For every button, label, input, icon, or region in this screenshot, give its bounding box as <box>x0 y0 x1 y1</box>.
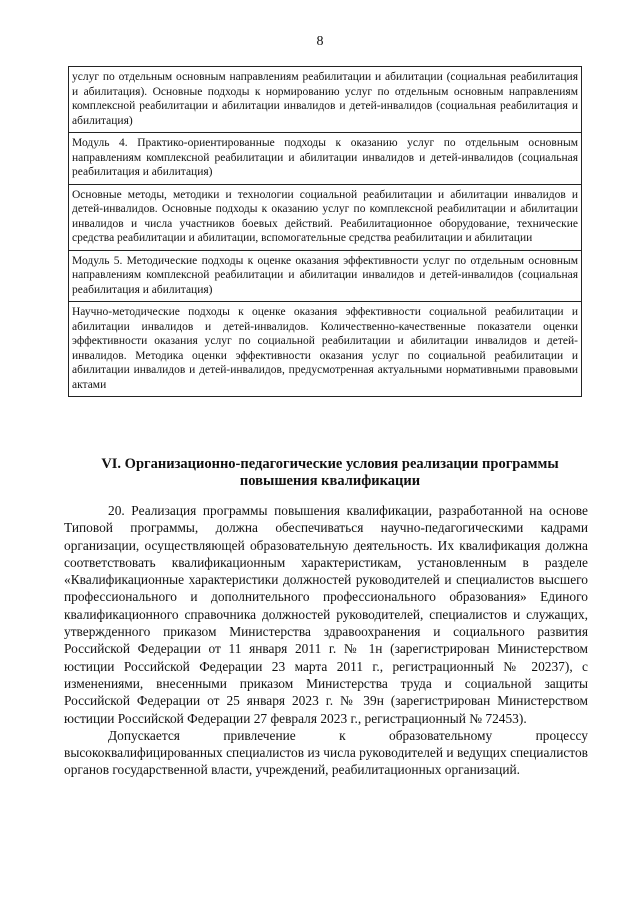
page-number: 8 <box>316 34 324 49</box>
table-row <box>69 133 582 185</box>
table-cell: Модуль 4. Практико-ориентированные подходы к оказанию услуг по отдельным основным направлениям комплексной реабилитации и абилитации инвалидов и детей-инвалидов (социальная реабилитация и абилитация) <box>69 133 582 185</box>
body-text <box>64 502 588 779</box>
table-row <box>69 302 582 397</box>
section-heading <box>90 456 570 490</box>
section-heading-line: VI. Организационно-педагогические условия реализации программы <box>101 456 559 472</box>
section-heading-line: повышения квалификации <box>239 473 421 489</box>
table-cell: услуг по отдельным основным направлениям реабилитации и абилитации (социальная реабилитация и абилитация). Основные подходы к нормированию услуг по отдельным основным направлениям комплексной реабилитации и абилитации инвалидов и детей-инвалидов (социальная реабилитация и абилитация) <box>69 67 582 133</box>
program-content-table <box>68 66 582 397</box>
paragraph: 20. Реализация программы повышения квалификации, разработанной на основе Типовой программы, должна обеспечиваться научно-педагогическими кадрами организации, осуществляющей образовательную деятельность. Их квалификация должна соответствовать квалификационным характеристикам, установленным в разделе «Квалификационные характеристики должностей руководителей и специалистов высшего профессионального и дополнительного профессионального образования» Единого квалификационного справочника должностей руководителей, специалистов и служащих, утвержденного приказом Министерства здравоохранения и социального развития Российской Федерации от 11 января 2011 г. № 1н (зарегистрирован Министерством юстиции Российской Федерации 23 марта 2011 г., регистрационный № 20237), с изменениями, внесенными приказом Министерства труда и социальной защиты Российской Федерации от 25 января 2023 г. № 39н (зарегистрирован Министерством юстиции Российской Федерации 27 февраля 2023 г., регистрационный № 72453). <box>64 503 588 726</box>
paragraph: Допускается привлечение к образовательному процессу высококвалифицированных специалистов из числа руководителей и ведущих специалистов органов государственной власти, учреждений, реабилитационных организаций. <box>64 727 588 778</box>
table-cell: Научно-методические подходы к оценке оказания эффективности социальной реабилитации и абилитации инвалидов и детей-инвалидов. Количественно-качественные показатели оценки эффективности оказания услуг по социальной реабилитации и абилитации инвалидов и детей-инвалидов. Методика оценки эффективности оказания услуг по социальной реабилитации и абилитации инвалидов и детей-инвалидов, предусмотренная актуальными нормативными правовыми актами <box>69 302 582 397</box>
table-cell: Основные методы, методики и технологии социальной реабилитации и абилитации инвалидов и детей-инвалидов. Основные подходы к оказанию услуг по комплексной реабилитации и абилитации инвалидов и числа участников боевых действий. Реабилитационное оборудование, технические средства реабилитации и абилитации, вспомогательные средства реабилитации и абилитации <box>69 184 582 250</box>
table-row <box>69 67 582 133</box>
table-cell: Модуль 5. Методические подходы к оценке оказания эффективности услуг по отдельным основным направлениям комплексной реабилитации и абилитации инвалидов и детей-инвалидов (социальная реабилитация и абилитация) <box>69 250 582 302</box>
table-row <box>69 184 582 250</box>
table-row <box>69 250 582 302</box>
